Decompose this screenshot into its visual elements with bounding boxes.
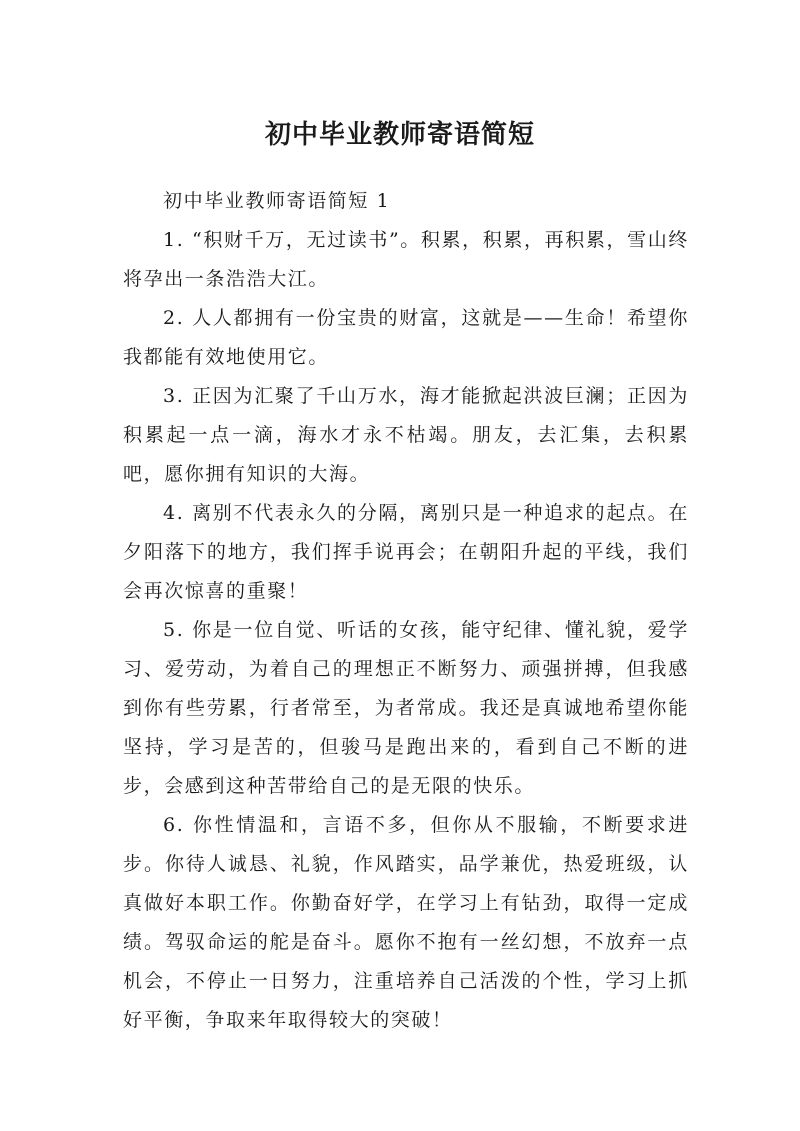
paragraph-1: 1. “积财千万，无过读书”。积累，积累，再积累，雪山终将孕出一条浩浩大江。 [123,229,689,290]
paragraph-4: 4. 离别不代表永久的分隔，离别只是一种追求的起点。在夕阳落下的地方，我们挥手说再会；在朝阳升起的平线，我们会再次惊喜的重聚！ [123,502,689,602]
paragraph-3: 3. 正因为汇聚了千山万水，海才能掀起洪波巨澜；正因为积累起一点一滴，海水才永不枯竭。朋友，去汇集，去积累吧，愿你拥有知识的大海。 [123,385,689,485]
document-body [123,182,689,1040]
paragraph-6: 6. 你性情温和，言语不多，但你从不服输，不断要求进步。你待人诚恳、礼貌，作风踏实，品学兼优，热爱班级，认真做好本职工作。你勤奋好学，在学习上有钻劲，取得一定成绩。驾驭命运的舵是奋斗。愿你不抱有一丝幻想，不放弃一点机会，不停止一日努力，注重培养自己活泼的个性，学习上抓好平衡，争取来年取得较大的突破！ [123,814,689,1031]
section-heading: 初中毕业教师寄语简短 1 [163,190,391,212]
paragraph-2: 2. 人人都拥有一份宝贵的财富，这就是——生命！希望你我都能有效地使用它。 [123,307,689,368]
paragraph-5: 5. 你是一位自觉、听话的女孩，能守纪律、懂礼貌，爱学习、爱劳动，为着自己的理想正不断努力、顽强拼搏，但我感到你有些劳累，行者常至，为者常成。我还是真诚地希望你能坚持，学习是苦的，但骏马是跑出来的，看到自己不断的进步，会感到这种苦带给自己的是无限的快乐。 [123,619,689,797]
page-title: 初中毕业教师寄语简短 [264,120,535,151]
